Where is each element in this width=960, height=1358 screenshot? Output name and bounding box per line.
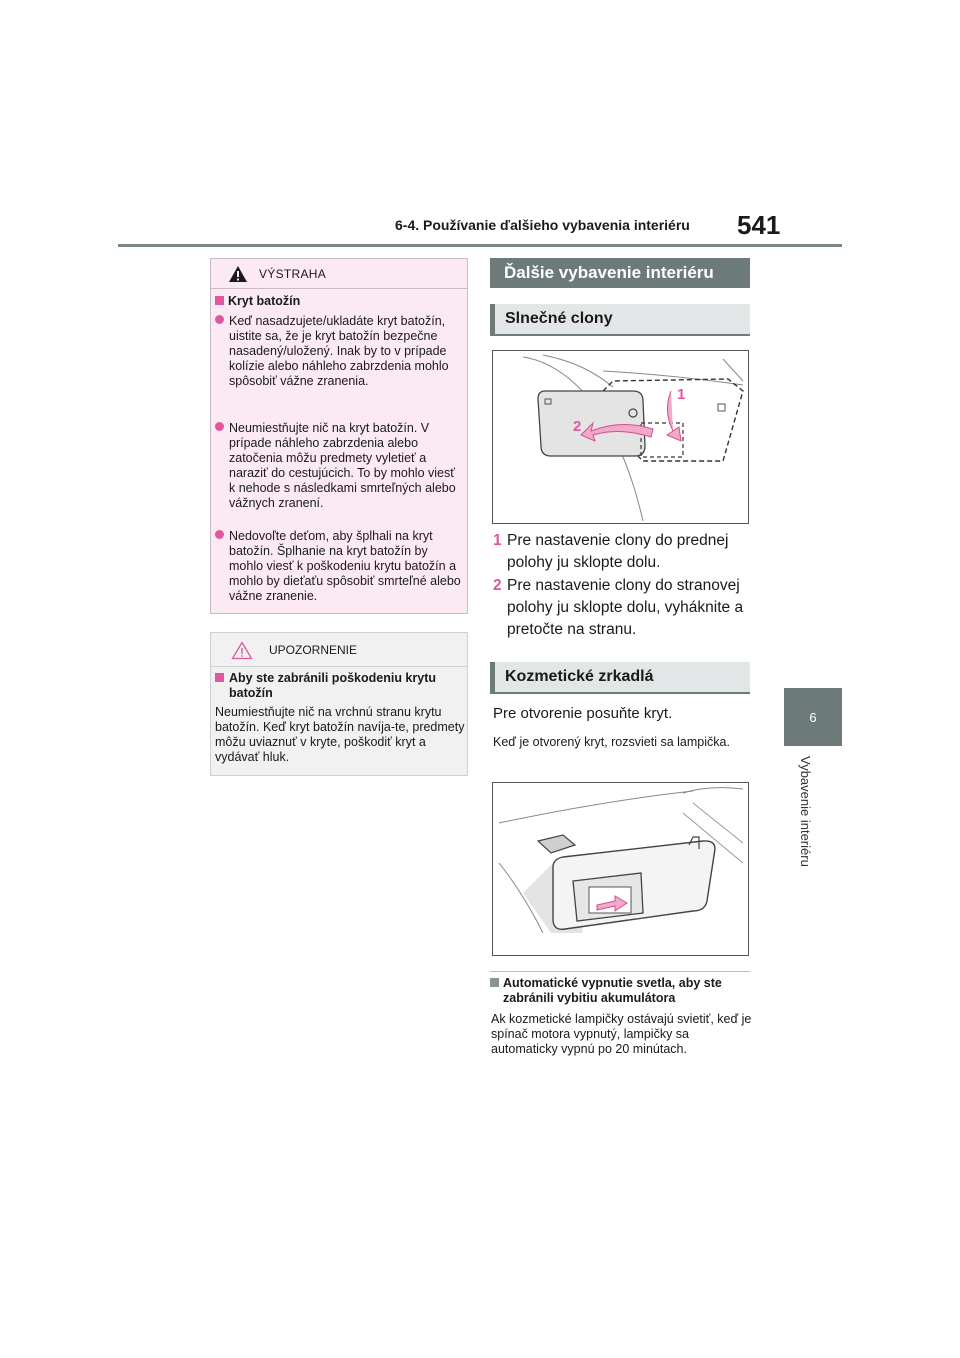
step-text: Pre nastavenie clony do stranovej polohy ju sklopte dolu, vyháknite a pretočte na stranu.: [507, 577, 744, 638]
subsection-title-vanity-mirrors: Kozmetické zrkadlá: [490, 662, 750, 694]
warning-item: Nedovoľte deťom, aby šplhali na kryt batožín. Šplhanie na kryt batožín by mohlo viesť k poškodeniu krytu batožín a mohlo by dieťaťu spôsobiť smrteľné alebo vážne zranenie.: [215, 529, 463, 604]
step-number: 1: [493, 532, 502, 549]
step-text: Pre nastavenie clony do prednej polohy ju sklopte dolu.: [507, 532, 729, 571]
caution-triangle-icon: [231, 641, 253, 660]
chapter-label-text: Vybavenie interiéru: [798, 756, 813, 867]
page-number: 541: [737, 210, 781, 240]
header-rule: [118, 244, 842, 247]
warning-triangle-icon: [228, 265, 248, 283]
vanity-note: Keď je otvorený kryt, rozsvieti sa lampička.: [493, 735, 730, 749]
info-body: Ak kozmetické lampičky ostávajú svietiť, keď je spínač motora vypnutý, lampičky sa automaticky vypnú po 20 minútach.: [491, 1012, 752, 1056]
step-item: [493, 530, 753, 574]
square-bullet-icon: [490, 978, 499, 987]
info-heading: Automatické vypnutie svetla, aby ste zabránili vybitiu akumulátora: [490, 976, 750, 1006]
chapter-number: 6: [809, 709, 817, 725]
section-title: Ďalšie vybavenie interiéru: [490, 258, 750, 288]
step-item: [493, 575, 753, 641]
square-bullet-icon: [215, 673, 224, 682]
sun-visor-figure: [492, 350, 749, 524]
warning-header: [211, 259, 467, 287]
chapter-tab: [784, 688, 842, 746]
caution-body: Neumiestňujte nič na vrchnú stranu krytu batožín. Keď kryt batožín navíja-te, predmety môžu uviaznuť v kryte, poškodiť kryt a vydávať hluk.: [215, 705, 465, 764]
figure-callout-1: 1: [677, 386, 686, 403]
info-divider: [490, 971, 750, 972]
vanity-mirror-illustration: [493, 783, 749, 956]
section-header-title: 6-4. Používanie ďalšieho vybavenia interiéru: [395, 217, 690, 233]
round-bullet-icon: [215, 315, 224, 324]
figure-callout-2: 2: [573, 418, 582, 435]
warning-heading: Kryt batožín: [215, 294, 300, 308]
caution-label: UPOZORNENIE: [269, 643, 358, 657]
caution-heading: Aby ste zabránili poškodeniu krytu batožín: [215, 671, 463, 701]
sun-visor-illustration: [493, 351, 749, 524]
step-number: 2: [493, 577, 502, 594]
subsection-title-sun-visors: Slnečné clony: [490, 304, 750, 336]
warning-label: VÝSTRAHA: [259, 267, 327, 281]
warning-item: Keď nasadzujete/ukladáte kryt batožín, uistite sa, že je kryt batožín bezpečne nasadený/uložený. Inak by to v prípade kolízie alebo náhleho zabrzdenia mohlo spôsobiť vážne zranenia.: [215, 314, 463, 389]
round-bullet-icon: [215, 422, 224, 431]
caution-box: [210, 632, 468, 776]
round-bullet-icon: [215, 530, 224, 539]
warning-box: [210, 258, 468, 614]
vanity-mirror-figure: [492, 782, 749, 956]
caution-divider: [211, 666, 467, 667]
chapter-side-label: [798, 756, 828, 906]
square-bullet-icon: [215, 296, 224, 305]
vanity-instruction: Pre otvorenie posuňte kryt.: [493, 705, 673, 722]
warning-divider: [211, 288, 467, 289]
warning-item: Neumiestňujte nič na kryt batožín. V prípade náhleho zabrzdenia alebo zatočenia môžu predmety vyletieť a naraziť do cestujúcich. To by mohlo viesť k nehode s následkami smrteľných alebo vážnych zranení.: [215, 421, 463, 511]
